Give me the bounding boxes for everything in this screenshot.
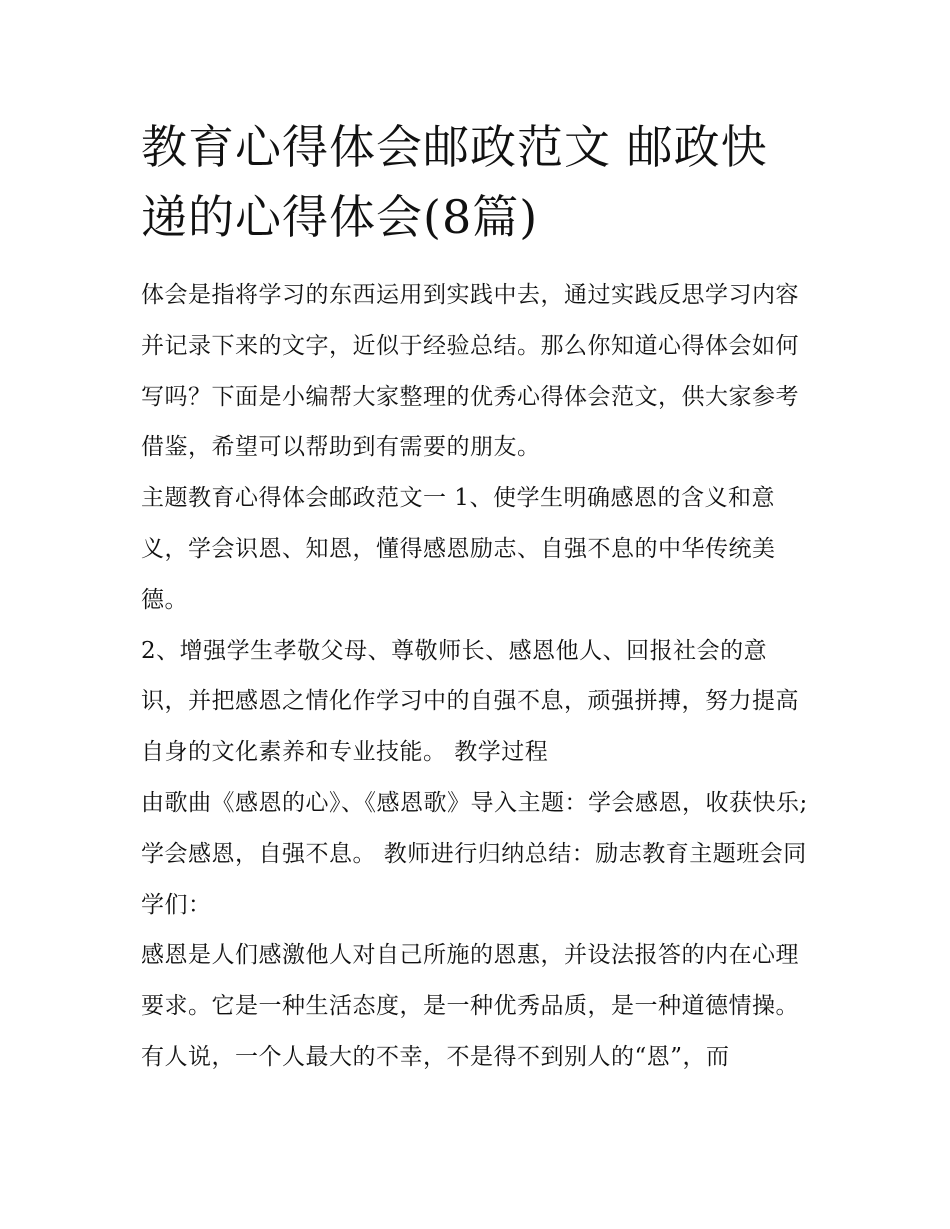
paragraph-2: 2、增强学生孝敬父母、尊敬师长、感恩他人、回报社会的意识，并把感恩之情化作学习中的自强不息，顽强拼搏，努力提高自身的文化素养和专业技能。 教学过程 [141, 637, 799, 766]
document-title: 教育心得体会邮政范文 邮政快递的心得体会(8篇) [141, 120, 768, 244]
paragraph-4: 感恩是人们感激他人对自己所施的恩惠，并设法报答的内在心理要求。它是一种生活态度，是一种优秀品质，是一种道德情操。有人说，一个人最大的不幸，不是得不到别人的“恩”，而 [141, 942, 799, 1070]
paragraph-1: 主题教育心得体会邮政范文一 1、使学生明确感恩的含义和意义，学会识恩、知恩，懂得感恩励志、自强不息的中华传统美德。 [141, 485, 776, 613]
document-body [141, 112, 813, 1083]
paragraph-3: 由歌曲《感恩的心》、《感恩歌》导入主题：学会感恩，收获快乐;学会感恩，自强不息。 教师进行归纳总结：励志教育主题班会同学们： [141, 789, 808, 918]
intro-paragraph: 体会是指将学习的东西运用到实践中去，通过实践反思学习内容并记录下来的文字，近似于经验总结。那么你知道心得体会如何写吗？下面是小编帮大家整理的优秀心得体会范文，供大家参考借鉴，希望可以帮助到有需要的朋友。 [141, 282, 799, 461]
